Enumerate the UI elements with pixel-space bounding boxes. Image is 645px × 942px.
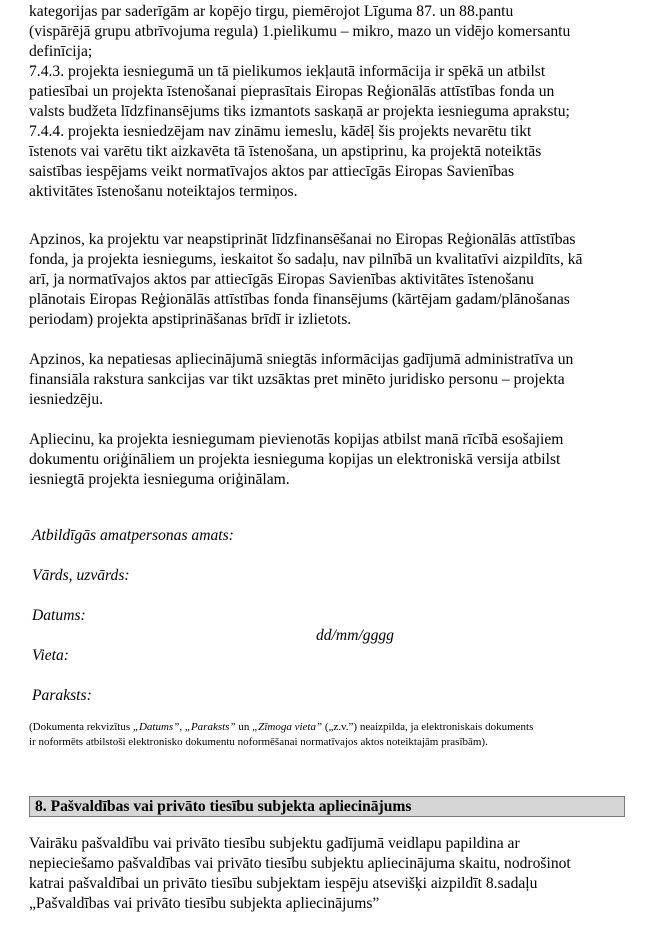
text-line: 7.4.4. projekta iesniedzējam nav zināmu iemeslu, kādēļ šis projekts nevarētu tikt <box>29 123 532 140</box>
signature-label: Paraksts: <box>32 687 92 704</box>
note-text: , <box>179 721 185 733</box>
text-line: Vairāku pašvaldību vai privāto tiesību subjektu gadījumā veidlapu papildina ar <box>29 835 520 852</box>
place-label: Vieta: <box>32 647 69 664</box>
text-line: iesniegtā projekta iesnieguma oriģinālam. <box>29 471 290 488</box>
copies-paragraph <box>29 430 625 490</box>
text-line: periodam) projekta apstiprināšanas brīdī ir izlietots. <box>29 311 352 328</box>
document-requisites-note <box>29 720 625 750</box>
text-line: Apzinos, ka nepatiesas apliecinājumā sniegtās informācijas gadījumā administratīva un <box>29 351 574 368</box>
text-line: valsts budžeta līdzfinansējums tiks izmantots saskaņā ar projekta iesnieguma aprakstu; <box>29 103 570 120</box>
position-label: Atbildīgās amatpersonas amats: <box>32 527 234 544</box>
text-line: aktivitātes īstenošanu noteiktajos termiņos. <box>29 183 298 200</box>
note-text: („z.v.”) neaizpilda, ja elektroniskais dokuments <box>322 721 534 733</box>
text-line: Apzinos, ka projektu var neapstiprināt līdzfinansēšanai no Eiropas Reģionālās attīstības <box>29 231 576 248</box>
section-8-header <box>29 796 625 817</box>
date-label: Datums: <box>32 607 86 624</box>
text-line: „Pašvaldības vai privāto tiesību subjekta apliecinājums” <box>29 895 380 912</box>
text-line: katrai pašvaldībai un privāto tiesību subjektam iespēju atsevišķi aizpildīt 8.sadaļu <box>29 875 538 892</box>
section-8-body <box>29 834 625 914</box>
text-line: dokumentu oriģināliem un projekta iesnieguma kopijas un elektroniskā versija atbilst <box>29 451 561 468</box>
text-line: īstenots vai varētu tikt aizkavēta tā īstenošana, un apstiprinu, ka projektā noteiktās <box>29 143 542 160</box>
note-date: „Datums” <box>132 721 180 733</box>
text-line: saistības iespējams veikt normatīvajos aktos par attiecīgās Eiropas Savienības <box>29 163 515 180</box>
text-line: (vispārējā grupu atbrīvojuma regula) 1.pielikumu – mikro, mazo un vidējo komersantu <box>29 23 571 40</box>
sanctions-paragraph <box>29 350 625 410</box>
text-line: fonda, ja projekta iesniegums, ieskaitot šo sadaļu, nav pilnībā un kvalitatīvi aizpildīts, kā <box>29 251 583 268</box>
note-line-2: ir noformēts atbilstoši elektronisko dokumentu noformēšanai normatīvajos aktos noteiktajām prasībām). <box>29 736 488 748</box>
note-line-1 <box>29 720 625 735</box>
text-line: definīcija; <box>29 43 93 60</box>
text-line: Apliecinu, ka projekta iesniegumam pievienotās kopijas atbilst manā rīcībā esošajiem <box>29 431 564 448</box>
text-line: iesniedzēju. <box>29 391 104 408</box>
text-line: plānotais Eiropas Reģionālās attīstības fonda finansējums (kārtējam gadam/plānošanas <box>29 291 570 308</box>
note-signature: „Paraksts” <box>184 721 236 733</box>
text-line: patiesībai un projekta īstenošanai pieprasītais Eiropas Reģionālās attīstības fonda un <box>29 83 555 100</box>
note-stamp: „Zīmoga vieta” <box>252 721 323 733</box>
text-line: arī, ja normatīvajos aktos par attiecīgās Eiropas Savienības aktivitātes īstenošanu <box>29 271 534 288</box>
text-line: kategorijas par saderīgām ar kopējo tirgu, piemērojot Līguma 87. un 88.pantu <box>29 3 514 20</box>
section-8-title: 8. Pašvaldības vai privāto tiesību subjekta apliecinājums <box>35 798 412 815</box>
text-line: nepieciešamo pašvaldības vai privāto tiesību subjektu apliecinājuma skaitu, nodrošinot <box>29 855 571 872</box>
name-label: Vārds, uzvārds: <box>32 567 130 584</box>
text-line: finansiāla rakstura sankcijas var tikt uzsāktas pret minēto juridisko personu – projekta <box>29 371 565 388</box>
declaration-items-block <box>29 2 625 202</box>
note-text: un <box>235 721 253 733</box>
text-line: 7.4.3. projekta iesniegumā un tā pielikumos iekļautā informācija ir spēkā un atbilst <box>29 63 546 80</box>
funding-paragraph <box>29 230 625 330</box>
note-text: (Dokumenta rekvizītus <box>29 721 133 733</box>
date-format: dd/mm/gggg <box>316 627 394 644</box>
